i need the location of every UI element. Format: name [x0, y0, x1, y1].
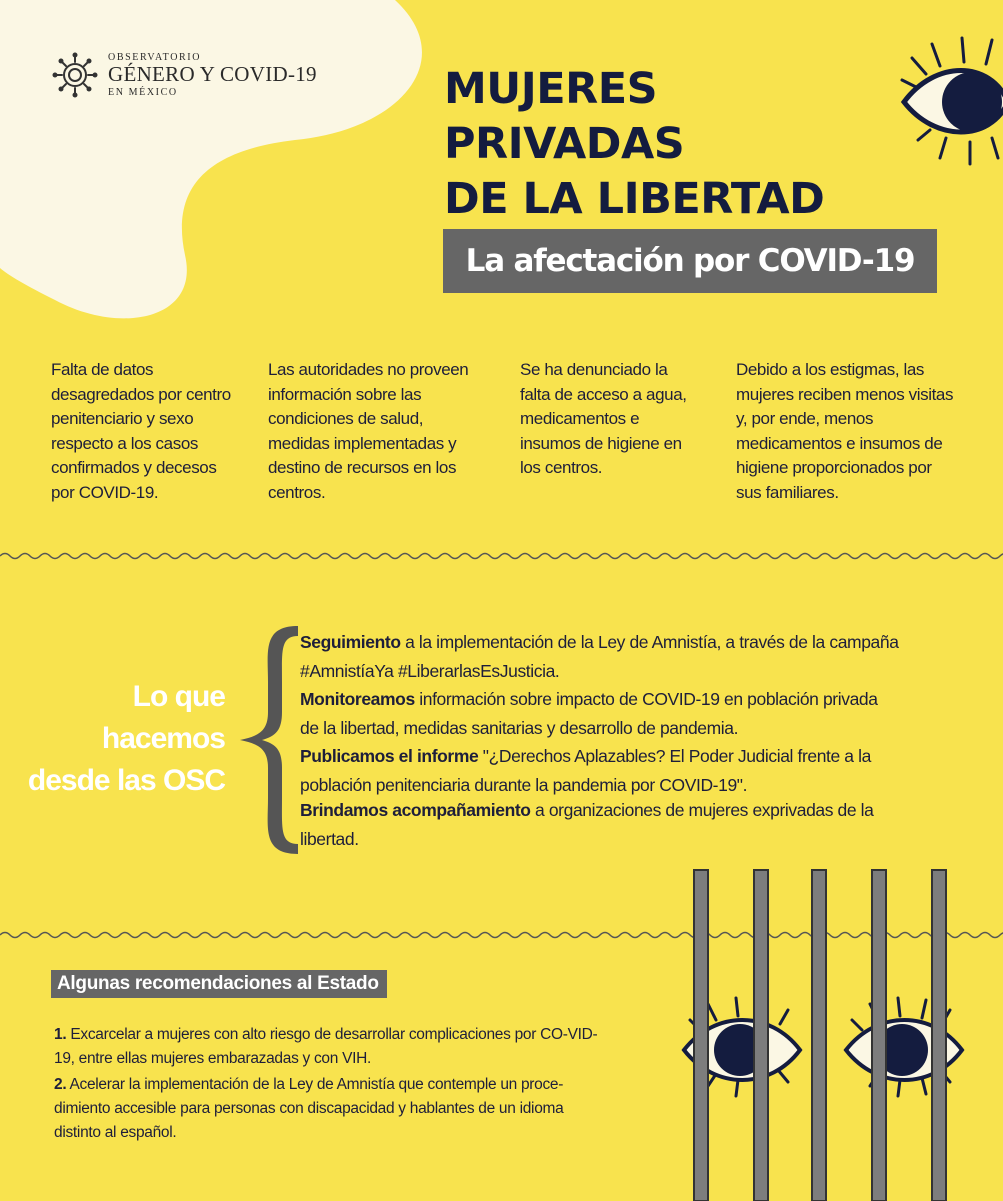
- issue-text-3: Se ha denunciado la falta de acceso a agua, medicamentos e insumos de higiene en los centros.: [520, 360, 687, 477]
- statement-bold: Brindamos acompañamiento: [300, 800, 531, 820]
- osc-heading-line-1: Lo que: [132, 680, 225, 713]
- title-line-2: PRIVADAS: [444, 119, 685, 169]
- osc-heading: [20, 676, 225, 802]
- statement-text: información sobre impacto de COVID-19 en población privada de la libertad, medidas sanitarias y desarrollo de pandemia.: [300, 689, 878, 738]
- statement-bold: Publicamos el informe: [300, 746, 479, 766]
- wavy-divider: [0, 550, 1003, 562]
- title-line-3: DE LA LIBERTAD: [444, 174, 825, 224]
- issue-text-2: Las autoridades no proveen información sobre las condiciones de salud, medidas implementadas y destino de recursos en los centros.: [268, 360, 469, 502]
- osc-heading-line-2: hacemos: [101, 722, 225, 755]
- osc-statement-2: [300, 685, 900, 742]
- observatorio-logo: [52, 52, 317, 98]
- recommendation-number: 1.: [54, 1026, 67, 1043]
- statement-text: a organizaciones de mujeres exprivadas de la libertad.: [300, 800, 874, 849]
- recommendation-number: 2.: [54, 1076, 67, 1093]
- virus-icon: [52, 52, 98, 98]
- prison-bars-illustration: [660, 860, 1003, 1201]
- subtitle-banner: La afectación por COVID-19: [443, 229, 937, 293]
- curly-brace-decoration: [234, 622, 304, 858]
- issue-text-4: Debido a los estigmas, las mujeres reciben menos visitas y, por ende, menos medicamentos e insumos de higiene proporcionados por sus familiares.: [736, 360, 954, 502]
- logo-line-3: EN MÉXICO: [108, 86, 178, 98]
- recommendations-title: Algunas recomendaciones al Estado: [51, 970, 387, 998]
- osc-statement-1: [300, 628, 900, 685]
- osc-statement-3: [300, 742, 900, 799]
- recommendation-1: [54, 1023, 614, 1071]
- logo-line-1: OBSERVATORIO: [108, 52, 202, 64]
- title-line-1: MUJERES: [444, 64, 658, 114]
- recommendation-text: Acelerar la implementación de la Ley de Amnistía que contemple un proce-dimiento accesible para personas con discapacidad y hablantes de un idioma distinto al español.: [54, 1076, 564, 1141]
- recommendation-text: Excarcelar a mujeres con alto riesgo de desarrollar complicaciones por CO-VID-19, entre ellas mujeres embarazadas y con VIH.: [54, 1026, 598, 1067]
- cream-blob-decoration: [0, 0, 460, 340]
- statement-bold: Monitoreamos: [300, 689, 415, 709]
- recommendation-2: [54, 1073, 614, 1145]
- statement-text: a la implementación de la Ley de Amnistía, a través de la campaña #AmnistíaYa #LiberarlasEsJusticia.: [300, 632, 899, 681]
- page-title: [444, 62, 824, 227]
- issue-text-1: Falta de datos desagredados por centro penitenciario y sexo respecto a los casos confirmados y decesos por COVID-19.: [51, 360, 231, 502]
- osc-statement-4: [300, 796, 900, 853]
- logo-line-2: GÉNERO Y COVID-19: [108, 62, 317, 87]
- eye-icon: [890, 30, 1003, 170]
- osc-heading-line-3: desde las OSC: [27, 764, 225, 797]
- statement-text: "¿Derechos Aplazables? El Poder Judicial frente a la población penitenciaria durante la pandemia por COVID-19".: [300, 746, 871, 795]
- statement-bold: Seguimiento: [300, 632, 401, 652]
